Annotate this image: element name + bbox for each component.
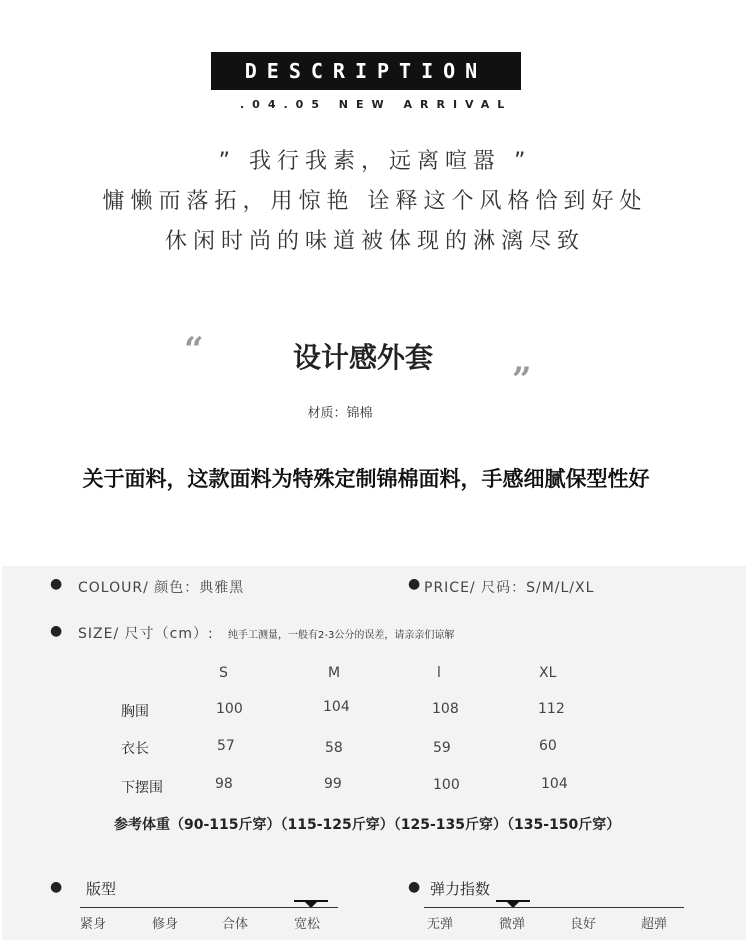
colour-label: COLOUR/ 颜色：典雅黑 (78, 580, 245, 596)
table-cell: 108 (432, 701, 459, 717)
table-header-l: l (437, 665, 441, 681)
table-cell: 99 (324, 776, 342, 792)
elasticity-scale-line (424, 907, 684, 908)
table-cell: 100 (433, 777, 460, 793)
bullet-icon: ● (50, 623, 63, 639)
table-cell: 100 (216, 701, 243, 717)
close-quote-icon: ” (512, 360, 532, 400)
material-label: 材质：锦棉 (307, 406, 373, 421)
elasticity-option: 超弹 (641, 917, 668, 932)
bullet-icon: ● (50, 576, 63, 592)
poem-line-3: 休闲时尚的味道被体现的淋漓尽致 (164, 229, 585, 254)
fit-title: 版型 (86, 880, 117, 898)
elasticity-option: 无弹 (427, 917, 454, 932)
table-cell: 112 (538, 701, 565, 717)
table-cell: 59 (433, 740, 451, 756)
fit-option: 紧身 (80, 917, 107, 932)
table-header-m: M (328, 665, 341, 681)
fabric-note: 关于面料，这款面料为特殊定制锦棉面料，手感细腻保型性好 (82, 467, 650, 491)
elasticity-title: 弹力指数 (430, 880, 491, 898)
fit-option: 修身 (152, 917, 179, 932)
poem-line-1: ” 我行我素，远离喧嚣 ” (218, 149, 532, 174)
bullet-icon: ● (50, 879, 63, 895)
price-label: PRICE/ 尺码：S/M/L/XL (424, 580, 595, 596)
size-label: SIZE/ 尺寸（cm）: (78, 626, 214, 642)
elasticity-option: 良好 (570, 917, 597, 932)
table-cell: 60 (539, 738, 557, 754)
table-cell: 104 (541, 776, 568, 792)
table-header-xl: XL (539, 665, 557, 681)
product-title: 设计感外套 (292, 341, 433, 374)
fit-option: 合体 (222, 917, 249, 932)
poem-line-2: 慵懒而落拓，用惊艳 诠释这个风格恰到好处 (102, 189, 648, 214)
size-note: 纯手工测量，一般有2-3公分的误差，请亲亲们谅解 (228, 630, 455, 641)
table-row-label: 胸围 (121, 704, 149, 720)
open-quote-icon: “ (184, 330, 204, 370)
table-cell: 104 (323, 699, 350, 715)
header-title: DESCRIPTION (244, 59, 488, 83)
table-cell: 58 (325, 740, 343, 756)
table-header-s: S (219, 665, 228, 681)
table-row-label: 衣长 (121, 741, 149, 757)
elasticity-option: 微弹 (499, 917, 526, 932)
fit-scale-line (80, 907, 338, 908)
table-cell: 98 (215, 776, 233, 792)
weight-reference: 参考体重（90-115斤穿）（115-125斤穿）（125-135斤穿）（135-150斤穿） (114, 817, 621, 833)
bullet-icon: ● (408, 576, 421, 592)
header-title-box (211, 52, 521, 90)
header-subtitle: .04.05 NEW ARRIVAL (240, 98, 513, 111)
table-cell: 57 (217, 738, 235, 754)
fit-option: 宽松 (294, 917, 321, 932)
table-row-label: 下摆围 (121, 780, 163, 796)
bullet-icon: ● (408, 879, 421, 895)
